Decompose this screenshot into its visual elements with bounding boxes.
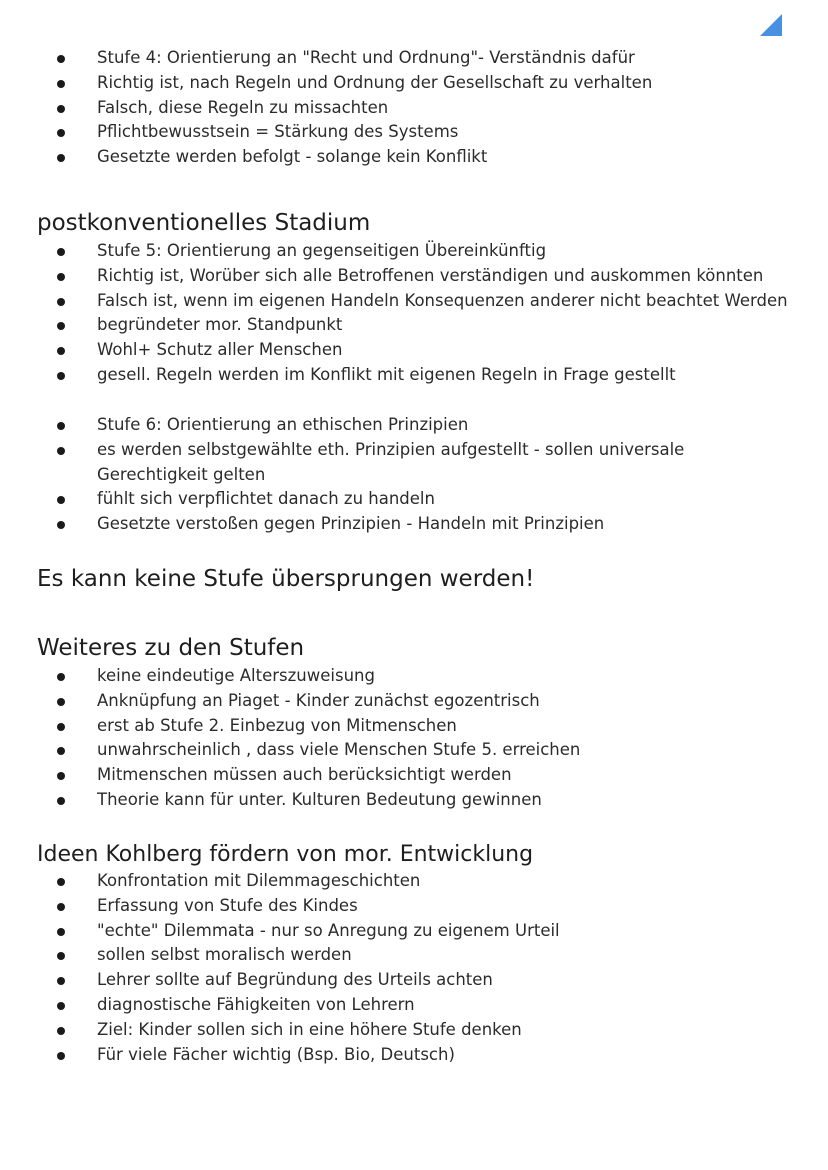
heading-text: Es kann keine Stufe übersprungen werden! <box>37 566 535 592</box>
heading-postkonventionell <box>37 207 370 239</box>
list-item: erst ab Stufe 2. Einbezug von Mitmenschen <box>0 714 580 739</box>
list-item: Erfassung von Stufe des Kindes <box>0 894 560 919</box>
list-item: Gesetzte werden befolgt - solange kein Konflikt <box>0 145 652 170</box>
list-item <box>0 46 652 71</box>
list-item: Pflichtbewusstsein = Stärkung des Systems <box>0 120 652 145</box>
list-item: Anknüpfung an Piaget - Kinder zunächst egozentrisch <box>0 689 580 714</box>
list-item: Falsch ist, wenn im eigenen Handeln Konsequenzen anderer nicht beachtet Werden <box>0 289 788 314</box>
list-item: "echte" Dilemmata - nur so Anregung zu eigenem Urteil <box>0 919 560 944</box>
list-item: Ziel: Kinder sollen sich in eine höhere Stufe denken <box>0 1018 560 1043</box>
heading-text: Weiteres zu den Stufen <box>37 635 305 661</box>
list-item: Mitmenschen müssen auch berücksichtigt werden <box>0 763 580 788</box>
stufe4-label: Stufe 4 <box>97 48 157 67</box>
list-item: fühlt sich verpflichtet danach zu handeln <box>0 487 697 512</box>
heading-ideen-kohlberg <box>37 839 533 871</box>
heading-no-skip <box>37 563 534 595</box>
stufe5-title: : Orientierung an gegenseitigen Übereinkünftig <box>156 241 547 260</box>
list-item: unwahrscheinlich , dass viele Menschen Stufe 5. erreichen <box>0 738 580 763</box>
list-item: Gesetzte verstoßen gegen Prinzipien - Handeln mit Prinzipien <box>0 512 697 537</box>
list-item: Theorie kann für unter. Kulturen Bedeutung gewinnen <box>0 788 580 813</box>
stufe5-label: Stufe 5 <box>97 241 157 260</box>
list-item: Konfrontation mit Dilemmageschichten <box>0 869 560 894</box>
stufe5-list <box>0 239 788 388</box>
list-item <box>0 413 697 438</box>
list-item: es werden selbstgewählte eth. Prinzipien aufgestellt - sollen universale Gerechtigkeit gelten <box>0 438 697 488</box>
list-item <box>0 239 788 264</box>
list-item: Für viele Fächer wichtig (Bsp. Bio, Deutsch) <box>0 1043 560 1068</box>
list-item: Richtig ist, Worüber sich alle Betroffenen verständigen und auskommen könnten <box>0 264 788 289</box>
stufe4-title: : Orientierung an "Recht und Ordnung"- Verständnis dafür <box>156 48 635 67</box>
stufe4-list <box>0 46 652 170</box>
list-item: gesell. Regeln werden im Konflikt mit eigenen Regeln in Frage gestellt <box>0 363 788 388</box>
list-item: Lehrer sollte auf Begründung des Urteils achten <box>0 968 560 993</box>
list-item: Wohl+ Schutz aller Menschen <box>0 338 788 363</box>
list-item: diagnostische Fähigkeiten von Lehrern <box>0 993 560 1018</box>
stufe6-list <box>0 413 697 537</box>
stufe6-label: Stufe 6 <box>97 415 157 434</box>
heading-text: Ideen Kohlberg fördern von mor. Entwicklung <box>37 842 534 867</box>
list-item: keine eindeutige Alterszuweisung <box>0 664 580 689</box>
list-item: begründeter mor. Standpunkt <box>0 313 788 338</box>
ideen-list <box>0 869 560 1067</box>
page-corner-marker <box>760 14 782 36</box>
heading-weiteres <box>37 632 304 664</box>
weiteres-list <box>0 664 580 813</box>
stufe6-title: : Orientierung an ethischen Prinzipien <box>156 415 469 434</box>
list-item: Falsch, diese Regeln zu missachten <box>0 96 652 121</box>
list-item: sollen selbst moralisch werden <box>0 943 560 968</box>
heading-text: postkonventionelles Stadium <box>37 210 371 236</box>
list-item: Richtig ist, nach Regeln und Ordnung der Gesellschaft zu verhalten <box>0 71 652 96</box>
